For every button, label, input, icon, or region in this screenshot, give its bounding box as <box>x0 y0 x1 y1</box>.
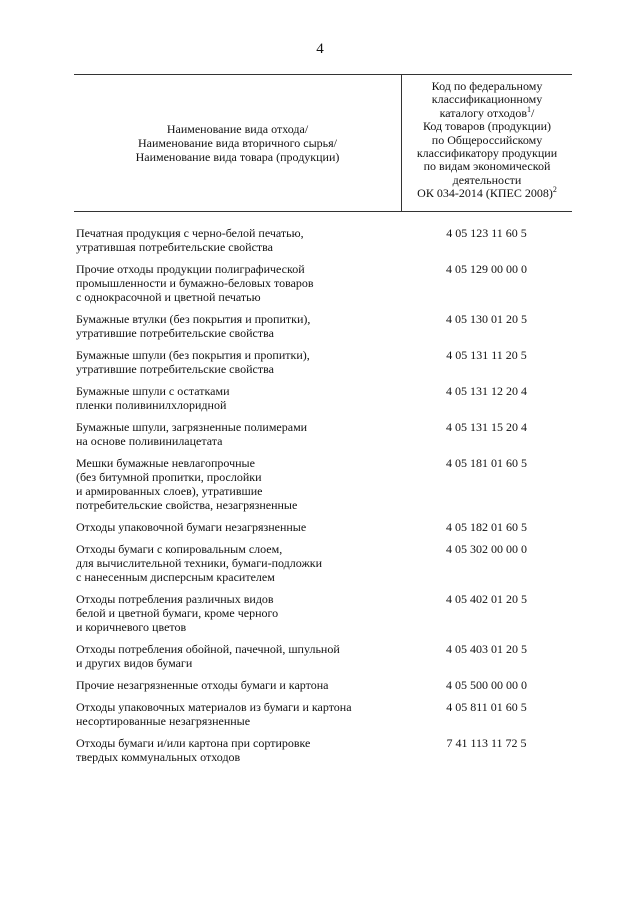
header-code-line: по видам экономической <box>423 159 551 174</box>
page-number: 4 <box>316 41 324 57</box>
header-code-line: по Общероссийскому <box>431 132 543 147</box>
table-row <box>74 678 572 692</box>
waste-code: 7 41 113 11 72 5 <box>446 736 527 750</box>
waste-code: 4 05 131 12 20 4 <box>446 384 527 398</box>
table-row <box>74 420 572 448</box>
header-code-line: Код товаров (продукции) <box>422 119 552 134</box>
waste-code: 4 05 130 01 20 5 <box>446 312 527 326</box>
footnote-marker: 2 <box>552 185 557 195</box>
table-row <box>74 384 572 412</box>
waste-name: Бумажные шпули с остатками пленки поливинилхлоридной <box>76 384 230 412</box>
table-row <box>74 700 572 728</box>
waste-name: Бумажные втулки (без покрытия и пропитки), утратившие потребительские свойства <box>76 312 311 340</box>
waste-name: Бумажные шпули (без покрытия и пропитки), утратившие потребительские свойства <box>76 348 310 376</box>
table-row <box>74 592 572 634</box>
waste-name: Прочие незагрязненные отходы бумаги и картона <box>76 678 329 692</box>
table-row <box>74 348 572 376</box>
header-code-text: каталогу отходов <box>439 105 528 120</box>
header-name-line: Наименование вида отхода/ <box>166 122 309 136</box>
header-code-line <box>402 104 572 120</box>
waste-name: Прочие отходы продукции полиграфической промышленности и бумажно-беловых товаров с однокрасочной и цветной печатью <box>76 262 314 304</box>
waste-code: 4 05 403 01 20 5 <box>446 642 527 656</box>
footnote-marker: 1 <box>527 104 532 114</box>
header-name-column <box>74 75 402 211</box>
header-code-line: классификатору продукции <box>416 146 558 161</box>
waste-code: 4 05 131 11 20 5 <box>446 348 527 362</box>
waste-code: 4 05 181 01 60 5 <box>446 456 527 470</box>
waste-name: Мешки бумажные невлагопрочные (без битумной пропитки, прослойки и армированных слоев), утратившие потребительские свойства, незагрязненные <box>76 456 298 512</box>
waste-name: Отходы упаковочной бумаги незагрязненные <box>76 520 307 534</box>
waste-code: 4 05 123 11 60 5 <box>446 226 527 240</box>
waste-name: Отходы бумаги с копировальным слоем, для вычислительной техники, бумаги-подложки с нанесенным дисперсным красителем <box>76 542 322 584</box>
header-code-line: классификационному <box>431 92 543 107</box>
waste-name: Отходы потребления различных видов белой и цветной бумаги, кроме черного и коричневого цветов <box>76 592 279 634</box>
header-name-line: Наименование вида товара (продукции) <box>135 150 340 164</box>
waste-code: 4 05 129 00 00 0 <box>446 262 527 276</box>
header-name-line: Наименование вида вторичного сырья/ <box>138 136 337 150</box>
header-code-line: деятельности <box>452 172 522 187</box>
table-row <box>74 456 572 512</box>
table-row <box>74 226 572 254</box>
waste-code: 4 05 402 01 20 5 <box>446 592 527 606</box>
table-row <box>74 642 572 670</box>
waste-codes-table <box>74 74 572 772</box>
table-row <box>74 262 572 304</box>
table-body <box>74 212 572 764</box>
header-code-column <box>402 75 572 211</box>
waste-code: 4 05 182 01 60 5 <box>446 520 527 534</box>
table-row <box>74 520 572 534</box>
header-code-line: Код по федеральному <box>431 79 543 93</box>
waste-name: Отходы потребления обойной, пачечной, шпульной и других видов бумаги <box>76 642 340 670</box>
table-row <box>74 542 572 584</box>
header-code-text: ОК 034-2014 (КПЕС 2008) <box>417 186 553 201</box>
waste-code: 4 05 302 00 00 0 <box>446 542 527 556</box>
header-code-text: / <box>531 105 535 120</box>
header-code-line <box>402 187 572 200</box>
table-row <box>74 312 572 340</box>
waste-code: 4 05 811 01 60 5 <box>446 700 527 714</box>
waste-name: Отходы упаковочных материалов из бумаги и картона несортированные незагрязненные <box>76 700 352 728</box>
waste-name: Отходы бумаги и/или картона при сортировке твердых коммунальных отходов <box>76 736 311 764</box>
waste-name: Бумажные шпули, загрязненные полимерами на основе поливинилацетата <box>76 420 308 448</box>
waste-code: 4 05 500 00 00 0 <box>446 678 527 692</box>
waste-code: 4 05 131 15 20 4 <box>446 420 527 434</box>
table-row <box>74 736 572 764</box>
table-header <box>74 74 572 212</box>
waste-name: Печатная продукция с черно-белой печатью, утратившая потребительские свойства <box>76 226 304 254</box>
